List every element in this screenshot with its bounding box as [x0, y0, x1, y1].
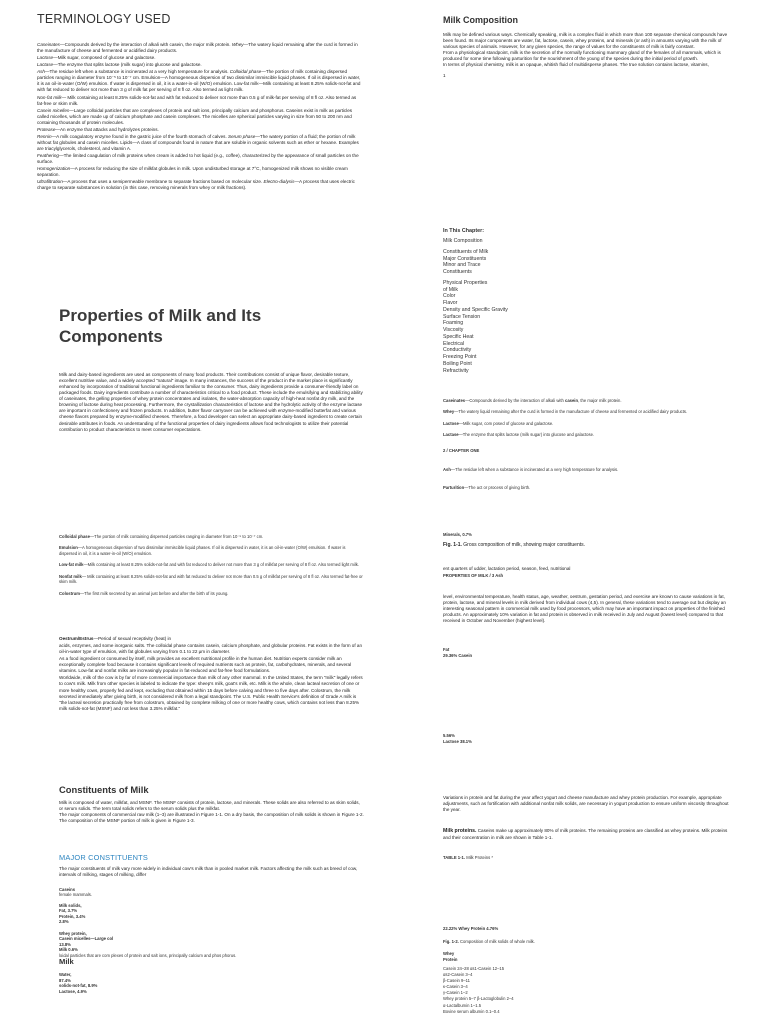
protein-row: α-Lactalbumin 1–1.5 — [443, 1002, 482, 1008]
term-definition: —The enzyme that splits lactose (milk sugar) into glucose and galactose. — [53, 62, 202, 68]
term-definition: —A process for reducing the size of milkfat globules in milk. Upon undisturbed storage at 7°C, homogenized milk shows no visible cream separation. — [37, 166, 348, 178]
fig-1-2-text: Composition of milk solids of whole milk. — [460, 939, 535, 944]
water-value: 87.4% — [59, 977, 71, 983]
milk-big-label: Milk — [59, 956, 74, 966]
fig-1-2-caption — [443, 939, 535, 944]
term-entry — [37, 108, 363, 126]
fat-fig-label: Fat — [443, 647, 450, 652]
term-name: Whey — [231, 42, 244, 47]
protein-label: Protein, 3.4% — [59, 913, 86, 919]
chapter-item: Constituents — [443, 269, 472, 275]
fig-1-2-label: Fig. 1-2. — [443, 939, 459, 944]
fig-1-1-text: Gross composition of milk, showing major constituents. — [463, 542, 586, 548]
protein-row: αs2-Casein 3–4 — [443, 972, 473, 978]
milk-proteins-term: Milk proteins. — [443, 828, 477, 834]
term-name: Serum phase — [228, 133, 256, 139]
term-entry — [37, 166, 363, 178]
milk-label: Milk 0.6% — [59, 947, 78, 953]
milk-proteins-para — [443, 828, 733, 841]
term-name: Non-fat milk — [37, 94, 62, 100]
running-head-3: PROPERTIES OF MILK / 3 Ash — [443, 573, 504, 578]
seasonal-para: Variations in protein and fat during the year affect yogurt and cheese manufacture and whey protein production. For example, appropriate adjustments, such as fortification with additional nonfat milk solids, are necessary in yogurt production to ensure uniform viscosity throughout the year. — [443, 795, 729, 813]
whey-heading-1: Whey — [443, 951, 455, 956]
chapter-item: Surface Tension — [443, 313, 481, 320]
snf-label: solids-not-fat, 8.9% — [59, 983, 98, 989]
chapter-item: Freezing Point — [443, 354, 477, 360]
term-entry — [37, 69, 363, 93]
term-definition: —The portion of milk containing dispersed particles ranging in diameter from 10⁻⁵ to 10⁻⁷ cm. Emulsion—A homogeneous dispersion of two dissimilar immiscible liquid phases. If oil is dispersed in water, it is an oil-in-water (O/W) emulsion. If water is dispersed in oil, it is a water-in-oil (W/O) emulsion. Low-fat milk—Milk containing at least 8.25% solids-not-fat and with fat reduced to deliver not more than 3 g of milk fat per serving of 8 fl oz. Also termed as light milk. — [37, 69, 361, 93]
definition-term: Whey — [443, 409, 455, 415]
oestrum-def: —Period of sexual receptivity (heat) in — [93, 636, 172, 641]
definition-text: —Milk sugar, com posed of glucose and galactose. — [458, 420, 554, 426]
caseins-sub: female mammals. — [59, 892, 93, 898]
p28-label: 2.8% — [59, 919, 69, 925]
protein-table — [443, 966, 703, 1015]
chapter-item: Density and Specific Gravity — [443, 306, 508, 313]
protein-row: γ-Casein 1–2 — [443, 990, 468, 996]
milk-comp-para-2: From a physiological standpoint, milk is the secretion of the normally functioning mammary gland of the females of all mammals, which is produced for some time following parturition for the nourishment of the young of the species during the initial period of growth. — [443, 50, 721, 62]
term-entry — [37, 134, 363, 152]
term-definition: —The watery portion of a fluid; the portion of milk without fat globules and casein micelles. Lipids—A class of compounds found in nature that are soluble in organic solvents such as ether or hexane. Examples are triacylglycerols, cholesterol, and vitamin A. — [37, 133, 359, 151]
definition-term: Caseinates — [443, 398, 466, 403]
physical-chemistry-para: acids, enzymes, and some inorganic salts. The colloidal phase contains casein, calcium phosphate, and globular proteins. Fat exists in the form of an oil-in-water type of emulsion, with fat globules varying from 0.1 to 22 μm in diameter. — [59, 643, 363, 655]
lactose-label: Lactose, 4.9% — [59, 988, 87, 994]
milk-comp-para-1: Milk may be defined various ways. Chemically speaking, milk is a complex fluid in which more than 100 separate chemical compounds have been found. Its major components are water, fat, lactose, casein, whey proteins, and minerals (or ash) in amounts varying with the milk of various species of animals. However, for any given species, the range of values for the constituents of milk is fairly constant. — [443, 32, 728, 50]
definition-entry — [59, 562, 364, 567]
major-constituents-heading: MAJOR CONSTITUENTS — [59, 853, 149, 862]
chapter-item: Specific Heat — [443, 333, 474, 340]
term-definition: —Compounds derived by the interaction of alkali with casein, the major milk protein. — [59, 42, 232, 47]
terminology-list — [37, 42, 363, 192]
term-definition: —The watery liquid remaining after the curd is formed in the manufacture of cheese and fermented or acidified dairy products. — [37, 42, 358, 54]
term-name: Homogenization — [37, 166, 71, 172]
definition-entry — [59, 534, 364, 539]
term-definition: —Milk sugar, composed of glucose and galactose. — [53, 55, 156, 61]
fig-1-1-caption — [443, 542, 723, 549]
protein-row: κ-Casein 3–4 — [443, 984, 468, 990]
term-definition: —An enzyme that attacks and hydrolyzes proteins. — [55, 126, 159, 132]
ash-text: —The residue left when a substance is incinerated at a very high temperature for analysis. — [450, 467, 619, 472]
definition-term: Lactose — [443, 420, 459, 426]
page-number: 1 — [443, 73, 446, 79]
definition-text: —The watery liquid remaining after the curd is formed in the manufacture of cheese and fermented or acidified dairy products. — [454, 409, 688, 415]
fat-label: Fat, 3.7% — [59, 908, 78, 914]
definition-term: Colostrum — [59, 590, 80, 596]
parturition-def — [443, 485, 713, 490]
chapter-item: Milk Composition — [443, 238, 483, 244]
ash-def — [443, 467, 713, 472]
term-name: Feathering — [37, 153, 59, 159]
cow-milk-para: Worldwide, milk of the cow is by far of more commercial importance than milk of any other mammal. In the United States, the term "milk" legally refers to cow's milk. Milk from other species is labeled to indicate the type: sheep's milk, goat's milk, etc. Milk is the whole, clean lacteal secretion of one or more healthy cows, properly fed and kept, excluding that obtained within 15 days before calving and three to five days after. Colostrum, the milk secreted immediately after giving birth, is not considered milk from a legal standpoint. The U.S. Public Health Service's definition of Grade A milk is "the lacteal secretion practically free from colostrum, obtained by complete milking of one or more healthy cows, which contains not less than 8.25% milk solids-not-fat (MSNF) and not less than 3.25% milkfat." — [59, 675, 363, 711]
figure-fragments — [59, 887, 299, 994]
definition-term: Colloidal phase — [59, 534, 90, 539]
definition-term: Lactase — [443, 432, 459, 438]
lower-left-body — [59, 636, 364, 713]
right-definition-entry — [443, 398, 713, 403]
chapter-item: Electrical — [443, 340, 465, 347]
term-entry — [37, 55, 363, 61]
p138-label: 13.8% — [59, 941, 71, 947]
term-entry — [37, 153, 363, 165]
chapter-item: Constituents of Milk — [443, 248, 489, 255]
chapter-item: of Milk — [443, 286, 458, 293]
definition-entry — [59, 574, 364, 585]
table-1-1-title: Milk Proteins * — [466, 855, 493, 860]
properties-body: Milk and dairy-based ingredients are used as components of many food products. Their contributions consist of unique flavor, desirable texture, excellent nutritive value, and a widely accepted "natural" image. In many instances, the success of the product in the market place is significantly enhanced by incorporation of traditional functional ingredients familiar to the consumer. Thus, dairy ingredients provide a consumer-friendly label on packaged foods. Dairy ingredients contribute a number of characteristics critical to a food product. These include the emulsifying and stabilizing ability of caseinates, the gelling properties of whey protein concentrates and isolates, the water-absorption capacity of high-heat nonfat dry milk, and the browning of lactose during heat processing. Furthermore, the crystallization characteristics of lactose and the hydrolytic activity of the enzyme lactase are important in confectionery and frozen products. In addition, butter flavor carryover can be achieved with enzyme-modified butterfat and various cheese flavors prepared by enzyme-modified cheeses. Therefore, a food developer can select an appropriate dairy-based ingredient to create certain desirable attributes in foods. An understanding of the functional properties of dairy ingredients allows food technologists to utilize their potential contribution to product characteristics to meet consumer expectations. — [59, 372, 363, 432]
whey-protein-label: Whey protein, — [59, 930, 87, 936]
protein-row: β-Casein 9–11 — [443, 978, 471, 984]
fig-1-1-label: Fig. 1-1. — [443, 542, 462, 548]
term-entry — [37, 179, 363, 191]
caseins-label: Caseins — [59, 887, 76, 892]
p2222-label — [443, 926, 498, 931]
right-definition-entry — [443, 421, 713, 426]
term-definition: —The residue left when a substance is incinerated at a very high temperature for analysis. — [44, 69, 230, 75]
constituents-heading: Constituents of Milk — [59, 784, 149, 795]
oestrum-term: Oestrum/Estrus — [59, 636, 94, 641]
milk-proteins-text: Caseins make up approximately 80% of milk proteins. The remaining proteins are classified as whey proteins. Milk proteins and their concentration in milk are shown in Table 1-1. — [443, 828, 728, 840]
protein-row: Bovine serum albumin 0.1–0.4 — [443, 1008, 500, 1014]
loidal-text: loidal particles that are com plexes of protein and salt ions, principally calcium and phos phorus. — [59, 952, 237, 958]
chapter-heading: In This Chapter: — [443, 228, 485, 234]
casein-fig-label: 29.36% Casein — [443, 653, 473, 658]
terminology-heading: TERMINOLOGY USED — [37, 12, 171, 26]
term-entry — [37, 95, 363, 107]
term-name: Lactase — [37, 62, 54, 68]
casein-micelles-label: Casein micelles—Large col — [59, 936, 114, 942]
right-defs — [443, 398, 713, 444]
milk-solids-label: Milk solids, — [59, 902, 82, 908]
term-name: Colloidal phase — [229, 69, 262, 75]
definition-text: —The first milk secreted by an animal just before and after the birth of its young. — [79, 590, 229, 596]
definition-text: —The enzyme that splits lactose (milk sugar) into glucose and galactose. — [458, 432, 595, 438]
term-name: Caseinates — [37, 42, 60, 47]
chapter-item: Physical Properties — [443, 279, 488, 286]
term-definition: —A process that uses a semipermeable membrane to separate fractions based on molecular size. — [62, 179, 264, 185]
definition-term: Low-fat milk — [59, 562, 84, 568]
milk-composition-body — [443, 32, 728, 79]
term-name: Casein micelles — [37, 107, 70, 113]
parturition-term: Parturition — [443, 485, 465, 490]
definition-term: Nonfat milk — [59, 573, 82, 579]
water-label: Water, — [59, 972, 72, 978]
term-name: Lactose — [37, 55, 54, 61]
definition-text: , the major milk protein. — [578, 398, 622, 403]
term-definition: —A milk coagulatory enzyme found in the gastric juice of the fourth stomach of calves. — [51, 133, 228, 139]
whey-protein-fig-label: Whey Protein 4.76% — [458, 926, 499, 931]
definition-text: — Milk containing at least 8.25% solids-not-fat and with fat reduced to deliver not more than 0.5 g of milkfat per serving of 8 fl oz. Also termed fat-free or skim milk. — [59, 573, 363, 585]
lactose-fig-label: Lactose 38.1% — [443, 739, 472, 744]
protein-row: Whey protein 5–7 β-Lactoglobulin 2–4 — [443, 996, 514, 1002]
milk-comp-para-3: In terms of physical chemistry, milk is an opaque, whitish fluid of multidisperse phases. The true solution contains lactose, vitamins, — [443, 62, 709, 68]
definition-term: casein — [564, 398, 579, 403]
right-definition-entry — [443, 432, 713, 437]
term-definition: —A process that uses electric charge to separate substances in solution (in this case, removing minerals from whey or milk fractions). — [37, 179, 355, 191]
ash-term: Ash — [443, 467, 451, 472]
definition-entry — [59, 591, 364, 596]
whey-heading-2: Protein — [443, 957, 458, 962]
constituents-body — [59, 800, 364, 824]
term-name: Protease — [37, 126, 56, 132]
chapter-one-label — [443, 448, 713, 453]
table-1-1-caption — [443, 855, 493, 860]
definition-text: —A homogeneous dispersion of two dissimilar immiscible liquid phases. If oil is dispersed in water, it is an oil-in-water (O/W) emulsion. If water is dispersed in oil, it is a water-in-oil (W/O) emulsion. — [59, 545, 346, 556]
chapter-item: Refractivity — [443, 367, 469, 374]
chapter-list — [443, 238, 643, 374]
chapter-item: Viscosity — [443, 327, 464, 333]
table-1-1-label: TABLE 1-1. — [443, 855, 466, 860]
chapter-item: Flavor — [443, 300, 458, 306]
variation-para: level, environmental temperature, health status, age, weather, oestrum, gestation period, and exercise are known to cause variations in fat, protein, lactose, and mineral levels in milk derived from individual cows (4,5). In general, these variations tend to average out but display an interesting seasonal pattern in commercial milk used by food processors, which may have an important impact on properties of the finished products. An approximately 10% variation in fat and protein is observed in milk received in July and August (lowest level) compared to that received in October and November (highest level). — [443, 594, 726, 624]
term-definition: —Large colloidal particles that are complexes of protein and salt ions, principally calcium and phosphorus. Caseins exist in milk as particles called micelles, which are made up of calcium phosphate and casein complexes. The micelles are spherical particles varying in size from 50 to 200 nm and containing thousands of protein molecules. — [37, 107, 353, 125]
definition-text: —Compounds derived by the interaction of alkali with — [465, 398, 565, 403]
chapter-item: Conductivity — [443, 347, 472, 354]
chapter-item: Minor and Trace — [443, 262, 481, 269]
chapter-item: Major Constituents — [443, 255, 487, 262]
term-entry — [37, 42, 363, 54]
term-name: Rennin — [37, 133, 52, 139]
milk-composition-heading: Milk Composition — [443, 15, 518, 25]
lower-left-defs — [59, 534, 364, 602]
nutrition-para: As a food ingredient or consumed by itself, milk provides an excellent nutritional profile in the human diet. Nutrition experts consider milk an exceptionally complete food because it contains significant levels of required nutrients such as protein, fat, carbohydrates, minerals, and several vitamins. Low-fat and nonfat milks are increasingly popular in fat-reduced and fat-free food formulations. — [59, 656, 352, 674]
definition-text: —Milk containing at least 8.25% solids-not-fat and with fat reduced to deliver not more than 3 g of milkfat per serving of 8 fl oz. Also termed light milk. — [83, 562, 360, 568]
minerals-label: Minerals, 0.7% — [443, 532, 472, 537]
protein-row: Casein 24–28 αs1-Casein 12–15 — [443, 966, 505, 971]
definition-term: Emulsion — [59, 545, 78, 551]
chapter-item: Boiling Point — [443, 360, 472, 367]
quarters-line: ent quarters of udder, lactation period, season, feed, nutritional — [443, 566, 571, 571]
term-entry — [37, 127, 363, 133]
constituents-para-2: The major components of commercial raw milk (1–3) are illustrated in Figure 1-1. On a dry basis, the composition of milk solids is shown in Figure 1-2. The composition of the MSNF portion of milk is given in Figure 1-3. — [59, 812, 364, 824]
parturition-text: —The act or process of giving birth. — [464, 485, 531, 490]
term-definition: —The limited coagulation of milk proteins when cream is added to hot liquid (e.g., coffee), characterized by the appearance of small particles on the surface. — [37, 153, 359, 165]
definition-text: —The portion of milk containing dispersed particles ranging in diameter from 10⁻⁵ to 10⁻⁷ cm. — [89, 534, 264, 539]
chapter-item: Foaming — [443, 320, 464, 327]
chapter-one-running-head: 2 / CHAPTER ONE — [443, 448, 480, 453]
properties-heading: Properties of Milk and Its Components — [59, 306, 262, 346]
term-definition: — Milk containing at least 8.25% solids-not-fat and with fat reduced to deliver not more than 0.5 g of milk-fat per serving of 8 fl oz. Also termed as fat-free or skim milk. — [37, 94, 357, 106]
major-constituents-body: The major constituents of milk vary more widely in individual cow's milk than in pooled market milk. Factors affecting the milk such as breed of cow, intervals of milking, stages of milking, differ — [59, 866, 358, 878]
definition-entry — [59, 545, 364, 556]
term-name: Ultrafiltration — [37, 179, 63, 185]
p556-label: 5.56% — [443, 733, 455, 738]
constituents-para-1: Milk is composed of water, milkfat, and MSNF. The MSNF consists of protein, lactose, and minerals. These solids are also referred to as skim solids, or serum solids. The term total solids refers to the serum solids plus the milkfat. — [59, 800, 360, 812]
chapter-item: Color — [443, 293, 456, 300]
p2222-value: 22.22% — [443, 926, 458, 931]
term-name: Electro-dialysis — [263, 179, 295, 185]
term-entry — [37, 62, 363, 68]
term-name: Ash — [37, 69, 45, 75]
right-definition-entry — [443, 409, 713, 414]
